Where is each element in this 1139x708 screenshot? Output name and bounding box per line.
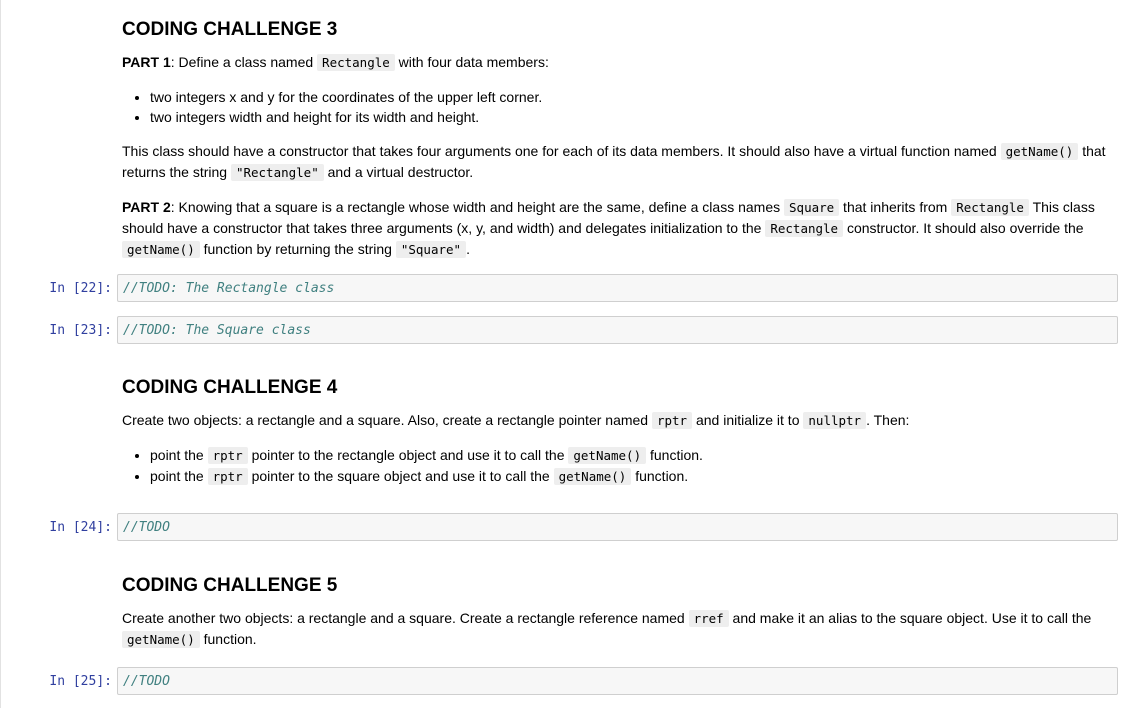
code-cell[interactable] (117, 316, 1118, 344)
code-getname: getName() (122, 631, 200, 648)
list-item: • two integers width and height for its width and height. (150, 107, 1122, 127)
code-cell[interactable] (117, 513, 1118, 541)
part2-paragraph (122, 197, 1122, 260)
part2-label: PART 2 (122, 199, 171, 215)
code-getname: getName() (1001, 143, 1079, 160)
markdown-cell-challenge-3 (122, 18, 1122, 260)
code-getname: getName() (554, 468, 632, 485)
text: function. (199, 631, 257, 647)
cell-prompt: In [22]: (49, 281, 112, 296)
code-getname: getName() (568, 447, 646, 464)
code-rectangle: Rectangle (317, 54, 395, 71)
code-comment[interactable]: //TODO (123, 520, 170, 535)
text: point the (150, 447, 208, 463)
code-rectangle: Rectangle (765, 220, 843, 237)
text: that returns the string (122, 143, 1106, 180)
text: Create two objects: a rectangle and a square. Also, create a rectangle pointer named (122, 412, 652, 428)
challenge-5-heading: CODING CHALLENGE 5 (122, 575, 338, 596)
code-comment[interactable]: //TODO: The Rectangle class (123, 281, 335, 296)
text: and make it an alias to the square object. Use it to call the (728, 610, 1092, 626)
code-rptr: rptr (208, 468, 248, 485)
cell-prompt: In [23]: (49, 323, 112, 338)
text: function by returning the string (199, 241, 396, 257)
text: point the (150, 468, 208, 484)
code-comment[interactable]: //TODO (123, 674, 170, 689)
code-comment[interactable]: //TODO: The Square class (123, 323, 311, 338)
code-cell[interactable] (117, 667, 1118, 695)
text: and a virtual destructor. (323, 164, 474, 180)
text: : Knowing that a square is a rectangle whose width and height are the same, define a class names (170, 199, 785, 215)
text: constructor. It should also override the (843, 220, 1084, 236)
list-item: • two integers x and y for the coordinates of the upper left corner. (150, 87, 1122, 107)
part1-member-list (122, 87, 1122, 127)
code-rectangle: Rectangle (951, 199, 1029, 216)
part1-description (122, 141, 1122, 183)
markdown-cell-challenge-4 (122, 376, 1122, 487)
challenge-3-heading: CODING CHALLENGE 3 (122, 19, 338, 40)
code-cell[interactable] (117, 274, 1118, 302)
challenge-5-text (122, 608, 1122, 650)
text: . (466, 241, 470, 257)
part1-label: PART 1 (122, 54, 171, 70)
text: with four data members: (394, 54, 549, 70)
challenge-4-heading: CODING CHALLENGE 4 (122, 377, 338, 398)
code-getname: getName() (122, 241, 200, 258)
text: function. (646, 447, 703, 463)
code-string: "Rectangle" (231, 164, 324, 181)
markdown-cell-challenge-5 (122, 574, 1122, 650)
code-rptr: rptr (208, 447, 248, 464)
code-string: "Square" (396, 241, 466, 258)
text: : Define a class named (170, 54, 318, 70)
code-nullptr: nullptr (803, 412, 866, 429)
challenge-4-intro (122, 410, 1122, 431)
list-item (150, 466, 1122, 487)
challenge-4-list (122, 445, 1122, 487)
text: that inherits from (839, 199, 952, 215)
text: This class should have a constructor that takes four arguments one for each of its data members. It should also have a virtual function named (122, 143, 1001, 159)
text: pointer to the rectangle object and use it to call the (247, 447, 569, 463)
text: pointer to the square object and use it to call the (247, 468, 554, 484)
list-item (150, 445, 1122, 466)
text: function. (631, 468, 689, 484)
text: This class should have a constructor that takes three arguments (x, y, and width) and delegates initialization to the (122, 199, 1095, 236)
cell-prompt: In [25]: (49, 674, 112, 689)
text: . Then: (866, 412, 910, 428)
text: and initialize it to (692, 412, 804, 428)
code-square: Square (784, 199, 839, 216)
cell-prompt: In [24]: (49, 520, 112, 535)
notebook-left-border (0, 0, 1, 708)
text: Create another two objects: a rectangle and a square. Create a rectangle reference named (122, 610, 689, 626)
part1-paragraph (122, 52, 1122, 73)
code-rref: rref (689, 610, 729, 627)
code-rptr: rptr (652, 412, 692, 429)
